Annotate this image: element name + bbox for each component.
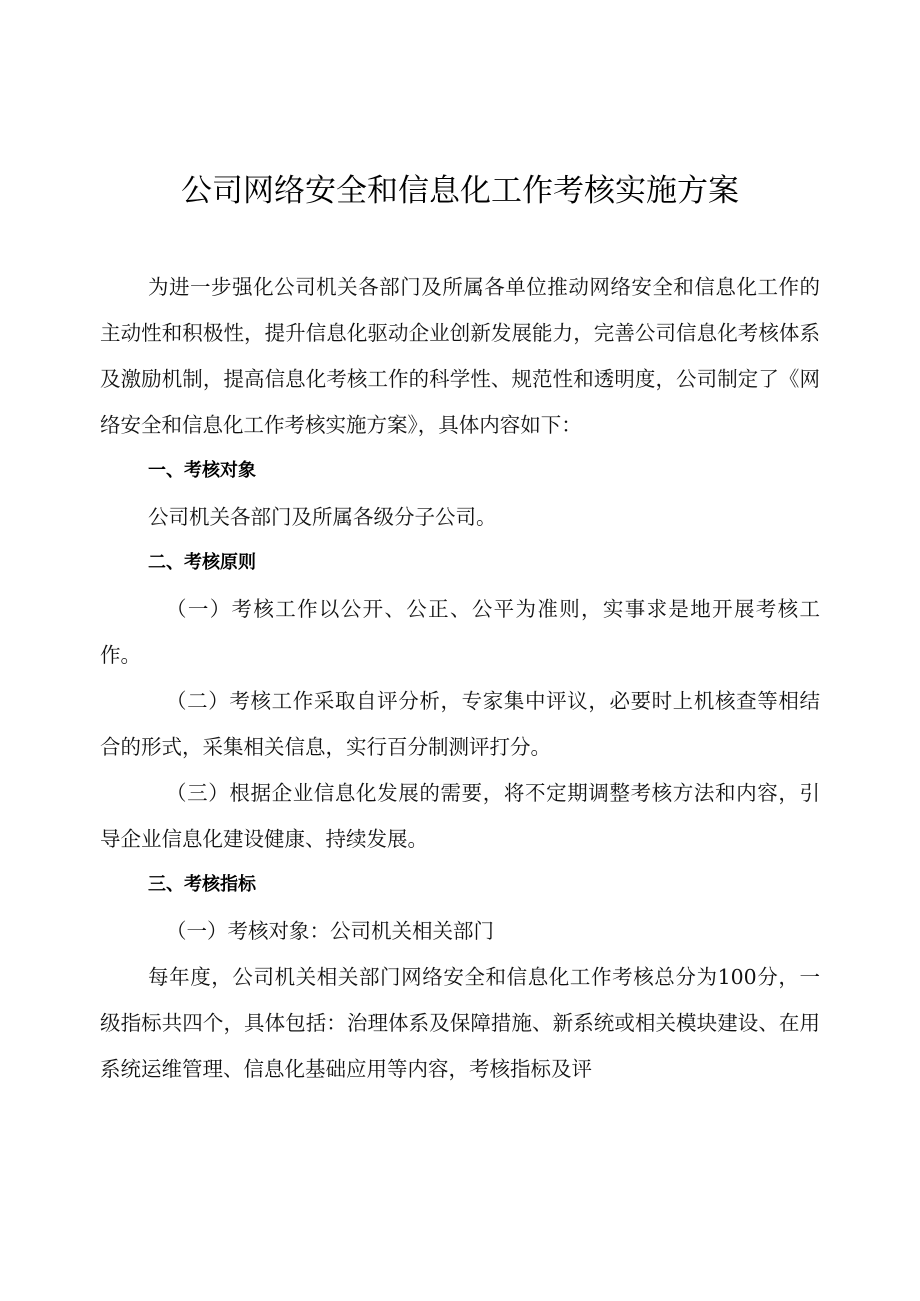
assessment-target-paragraph: 公司机关各部门及所属各级分子公司。 [148,505,497,529]
section-heading-assessment-target: 一、考核对象 [148,460,256,481]
principle-item-1: （一）考核工作以公开、公正、公平为准则，实事求是地开展考核工作。 [100,597,820,667]
document-title: 公司网络安全和信息化工作考核实施方案 [181,173,739,209]
document-body [100,264,820,1092]
indicator-item-1: （一）考核对象：公司机关相关部门 [166,919,494,943]
indicator-paragraph: 每年度，公司机关相关部门网络安全和信息化工作考核总分为100分，一级指标共四个，具体包括：治理体系及保障措施、新系统或相关模块建设、在用系统运维管理、信息化基础应用等内容，考核指标及评 [100,965,820,1081]
intro-paragraph: 为进一步强化公司机关各部门及所属各单位推动网络安全和信息化工作的主动性和积极性，提升信息化驱动企业创新发展能力，完善公司信息化考核体系及激励机制，提高信息化考核工作的科学性、规范性和透明度，公司制定了《网络安全和信息化工作考核实施方案》，具体内容如下： [100,275,820,437]
principle-item-3: （三）根据企业信息化发展的需要，将不定期调整考核方法和内容，引导企业信息化建设健康、持续发展。 [100,781,820,851]
section-heading-assessment-principles: 二、考核原则 [148,552,256,573]
principle-item-2: （二）考核工作采取自评分析，专家集中评议，必要时上机核查等相结合的形式，采集相关信息，实行百分制测评打分。 [100,689,820,759]
section-heading-assessment-indicators: 三、考核指标 [148,874,256,895]
